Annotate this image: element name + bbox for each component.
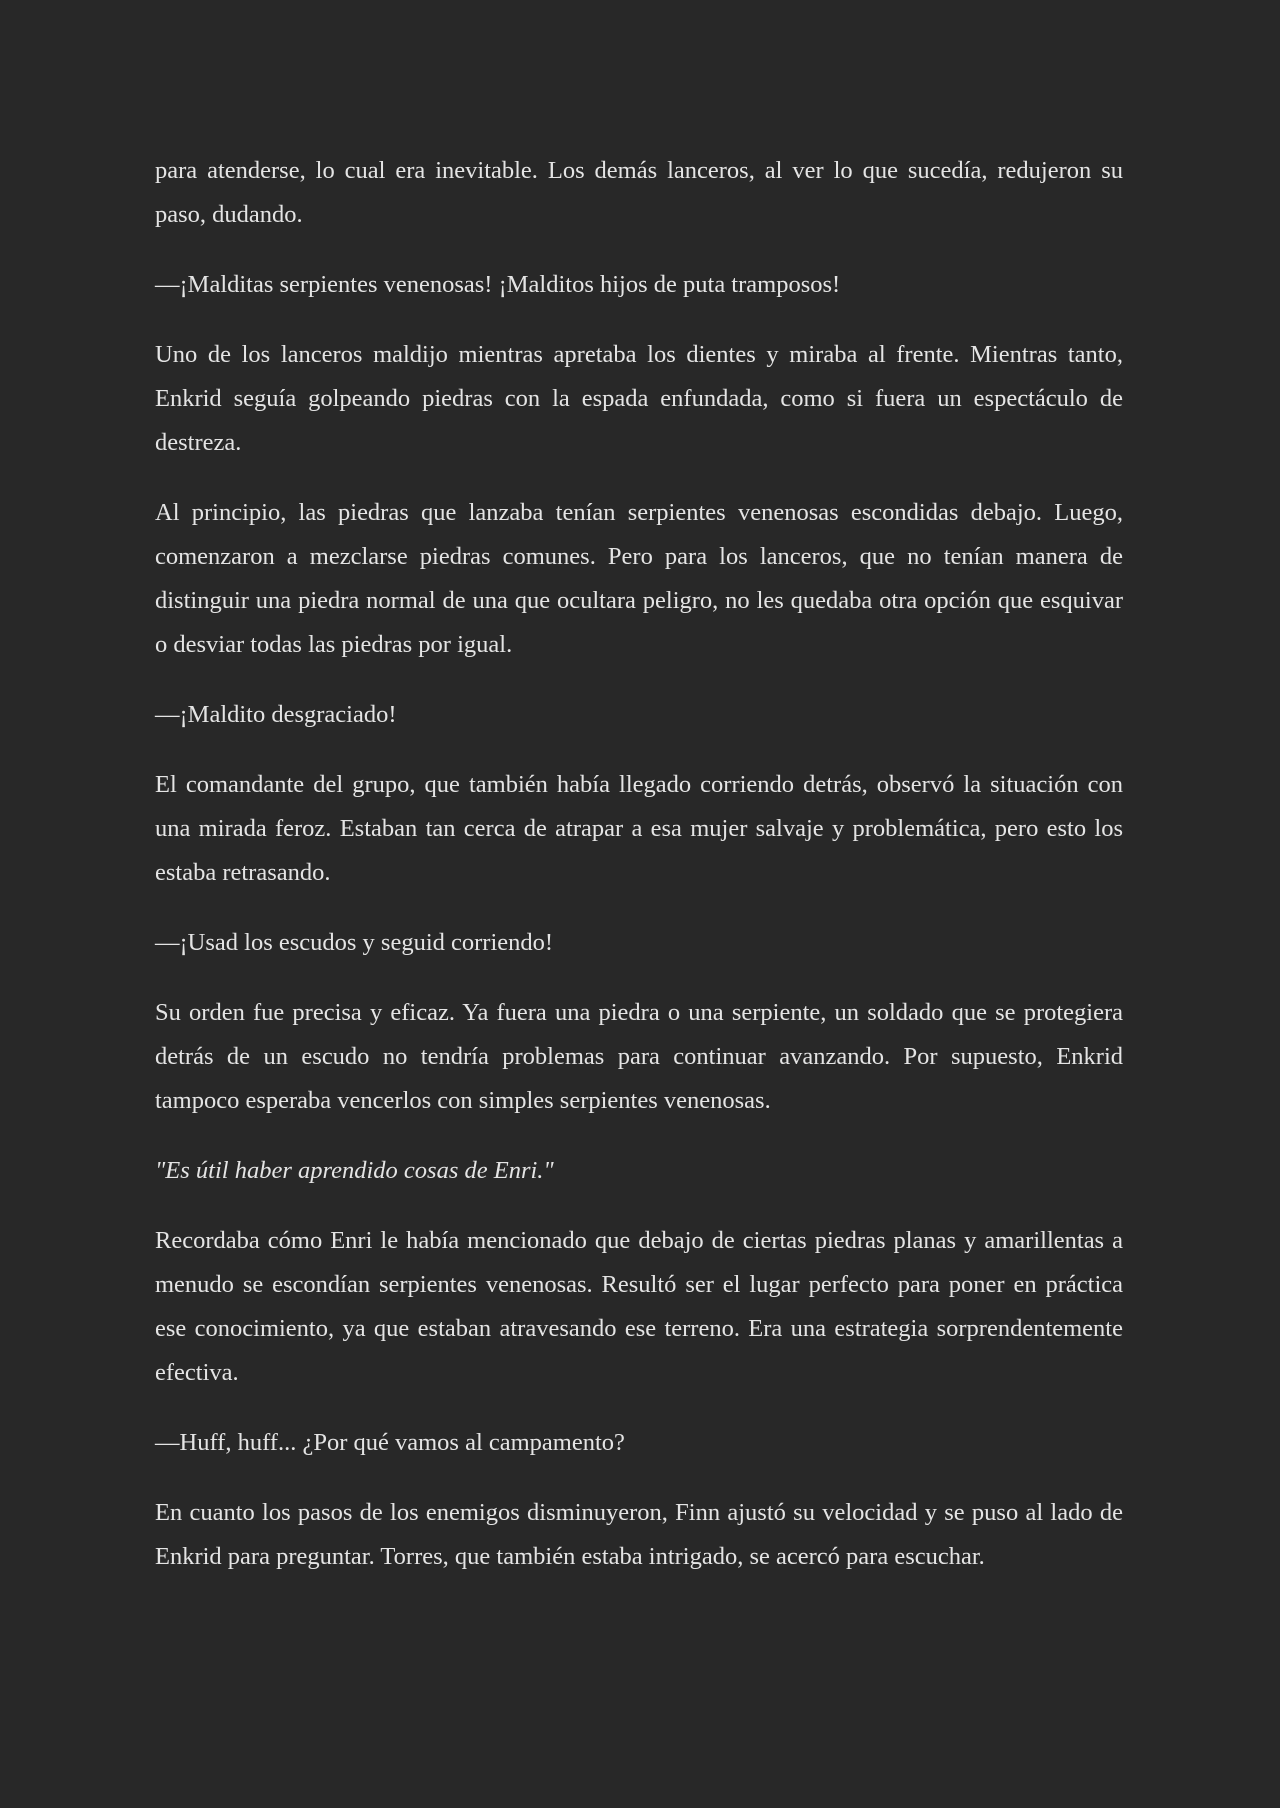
paragraph-narration: Uno de los lanceros maldijo mientras apretaba los dientes y miraba al frente. Mientras tanto, Enkrid seguía golpeando piedras con la espada enfundada, como si fuera un espectáculo de destreza. bbox=[155, 341, 1123, 456]
document-page bbox=[155, 149, 1123, 1605]
paragraph-narration: Recordaba cómo Enri le había mencionado que debajo de ciertas piedras planas y amarillentas a menudo se escondían serpientes venenosas. Resultó ser el lugar perfecto para poner en práctica ese conocimiento, ya que estaban atravesando ese terreno. Era una estrategia sorprendentemente efectiva. bbox=[155, 1227, 1123, 1386]
paragraph-narration: El comandante del grupo, que también había llegado corriendo detrás, observó la situación con una mirada feroz. Estaban tan cerca de atrapar a esa mujer salvaje y problemática, pero esto los estaba retrasando. bbox=[155, 771, 1123, 886]
paragraph-narration: En cuanto los pasos de los enemigos disminuyeron, Finn ajustó su velocidad y se puso al lado de Enkrid para preguntar. Torres, que también estaba intrigado, se acercó para escuchar. bbox=[155, 1499, 1123, 1570]
paragraph-dialogue: —¡Malditas serpientes venenosas! ¡Malditos hijos de puta tramposos! bbox=[155, 271, 841, 298]
paragraph-narration: Su orden fue precisa y eficaz. Ya fuera una piedra o una serpiente, un soldado que se protegiera detrás de un escudo no tendría problemas para continuar avanzando. Por supuesto, Enkrid tampoco esperaba vencerlos con simples serpientes venenosas. bbox=[155, 999, 1123, 1114]
paragraph-narration: Al principio, las piedras que lanzaba tenían serpientes venenosas escondidas debajo. Luego, comenzaron a mezclarse piedras comunes. Pero para los lanceros, que no tenían manera de distinguir una piedra normal de una que ocultara peligro, no les quedaba otra opción que esquivar o desviar todas las piedras por igual. bbox=[155, 499, 1123, 658]
paragraph-dialogue: —¡Maldito desgraciado! bbox=[155, 701, 397, 728]
paragraph-dialogue: —Huff, huff... ¿Por qué vamos al campamento? bbox=[155, 1429, 625, 1456]
paragraph-dialogue: —¡Usad los escudos y seguid corriendo! bbox=[155, 929, 554, 956]
paragraph-narration: para atenderse, lo cual era inevitable. Los demás lanceros, al ver lo que sucedía, redujeron su paso, dudando. bbox=[155, 157, 1123, 228]
paragraph-thought: "Es útil haber aprendido cosas de Enri." bbox=[155, 1157, 554, 1184]
